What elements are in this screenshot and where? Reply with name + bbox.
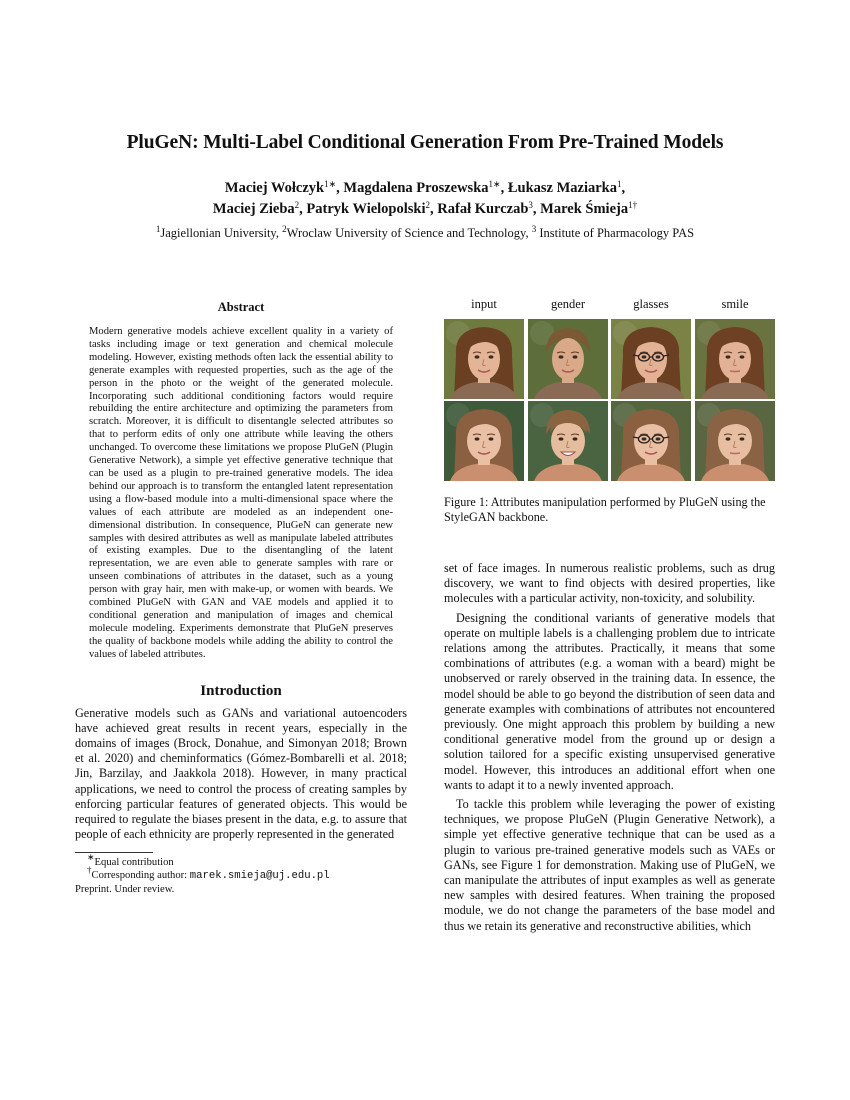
- face-image-glasses-row2: [611, 401, 691, 481]
- figure-image-grid: [444, 317, 775, 481]
- author-name: Maciej Wołczyk: [224, 180, 325, 196]
- face-image-gender-row2: [528, 401, 608, 481]
- face-portrait-graphic: [611, 401, 691, 481]
- face-portrait-graphic: [611, 319, 691, 399]
- intro-paragraph-2: set of face images. In numerous realistic problems, such as drug discovery, we want to find objects with desired properties, like molecules with a particular activity, non-toxicity, and solubility.: [444, 561, 775, 606]
- author-name: Maciej Zieba: [212, 201, 295, 217]
- face-image-input-row1: [444, 319, 524, 399]
- paper-title: PluGeN: Multi-Label Conditional Generation From Pre-Trained Models: [126, 132, 724, 153]
- figure-caption: Figure 1: Attributes manipulation performed by PluGeN using the StyleGAN backbone.: [444, 495, 766, 525]
- author-separator: ,: [621, 180, 626, 196]
- figure-1: [444, 297, 775, 525]
- right-column: [444, 561, 775, 934]
- author-separator: ,: [500, 180, 508, 196]
- affiliation-mark: 1: [155, 224, 161, 234]
- footnote-equal-contribution: ∗Equal contribution: [87, 852, 174, 869]
- author-line-1: [60, 178, 790, 199]
- figure-label-input: input: [471, 297, 497, 311]
- preprint-note: Preprint. Under review.: [75, 884, 175, 896]
- affiliation-name: Institute of Pharmacology PAS: [536, 226, 695, 240]
- face-portrait-graphic: [528, 319, 608, 399]
- face-portrait-graphic: [444, 401, 524, 481]
- author-separator: ,: [532, 201, 541, 217]
- intro-paragraph-4: To tackle this problem while leveraging the power of existing techniques, we propose PluGeN (Plugin Generative Network), a simple yet effective generative technique that can be used as a plugin to various pre-trained generative models such as VAEs or GANs, see Figure 1 for demonstration. Making use of PluGeN, we can manipulate the attributes of input examples as well as generate new samples with desired features. When training the proposed module, we do not change the parameters of the base model and thus we retain its generative and reconstructive abilities, which: [444, 797, 775, 933]
- affiliation-name: Wroclaw University of Science and Technology,: [286, 226, 532, 240]
- figure-label-smile: smile: [721, 297, 749, 311]
- abstract-heading: Abstract: [217, 300, 265, 314]
- footnote-corresponding-author: †Corresponding author: marek.smieja@uj.edu.pl: [87, 865, 330, 883]
- face-image-glasses-row1: [611, 319, 691, 399]
- affiliation-name: Jagiellonian University,: [160, 226, 283, 240]
- face-image-input-row2: [444, 401, 524, 481]
- face-portrait-graphic: [695, 401, 775, 481]
- author-affiliation-mark: 2: [425, 200, 431, 210]
- intro-paragraph-1: Generative models such as GANs and variational autoencoders have achieved great results in recent years, especially in the domains of images (Brock, Donahue, and Simonyan 2018; Brown et al. 2020) and cheminformatics (Gómez-Bombarelli et al. 2018; Jin, Barzilay, and Jaakkola 2018). However, in many practical applications, we need to control the process of creating samples by enforcing particular features of generated objects. This would be required to regulate the biases present in the data, e.g. to assure that people of each ethnicity are properly represented in the generated: [75, 705, 407, 842]
- figure-label-gender: gender: [550, 297, 585, 311]
- abstract-text: Modern generative models achieve excellent quality in a variety of tasks including image or text generation and chemical molecule modeling. However, existing methods often lack the essential ability to generate examples with requested properties, such as the age of the person in the photo or the weight of the generated molecule. Incorporating such additional conditioning factors would require rebuilding the entire architecture and optimizing the parameters from scratch. Moreover, it is difficult to disentangle selected attributes so that to perform edits of only one attribute while leaving the others unchanged. To overcome these limitations we propose PluGeN (Plugin Generative Network), a simple yet effective generative technique that can be used as a plugin to pre-trained generative models. The idea behind our approach is to transform the entangled latent representation using a flow-based module into a multi-dimensional space where the values of each attribute are modeled as an independent one-dimensional distribution. In consequence, PluGeN can generate new samples with desired attributes as well as manipulate labeled attributes of existing examples. Due to the disentangling of the latent representation, we are even able to generate samples with rare or unseen combinations of attributes in the dataset, such as a young person with gray hair, men with make-up, or women with beards. We combined PluGeN with GAN and VAE models and applied it to conditional generation and manipulation of images and chemical molecule modeling. Experiments demonstrate that PluGeN preserves the quality of backbone models while adding the ability to control the values of labeled attributes.: [89, 326, 393, 660]
- author-name: Magdalena Proszewska: [343, 180, 489, 196]
- face-portrait-graphic: [444, 319, 524, 399]
- left-column: [75, 300, 407, 896]
- affiliation-mark: 3: [531, 224, 537, 234]
- face-portrait-graphic: [528, 401, 608, 481]
- introduction-heading: Introduction: [200, 682, 282, 699]
- author-email-link[interactable]: marek.smieja@uj.edu.pl: [189, 870, 330, 883]
- author-name: Marek Śmieja: [540, 201, 629, 217]
- author-affiliation-mark: 2: [294, 200, 300, 210]
- affiliations: [60, 226, 790, 241]
- author-separator: ,: [299, 201, 307, 217]
- author-separator: ,: [430, 201, 438, 217]
- author-affiliation-mark: 1∗: [488, 179, 501, 189]
- face-image-smile-row1: [695, 319, 775, 399]
- author-name: Łukasz Maziarka: [507, 180, 617, 196]
- author-affiliation-mark: 1†: [628, 200, 638, 210]
- intro-paragraph-3: Designing the conditional variants of generative models that operate on multiple labels is a challenging problem due to intricate relations among the attributes. Practically, it means that some combinations of attributes (e.g. a woman with a beard) might be unobserved or rarely observed in the training data. In essence, the model should be able to go beyond the distribution of seen data and generate examples with combinations of attributes not encountered previously. One might approach this problem by building a new conditional generative model from the ground up or design a solution tailored for a specific existing unsupervised generative model. However, this introduces an additional effort when one wants to adapt it to a newly invented approach.: [444, 610, 775, 792]
- face-image-smile-row2: [695, 401, 775, 481]
- figure-column-labels: [444, 297, 775, 317]
- author-name: Rafał Kurczab: [437, 201, 529, 217]
- affiliation-mark: 2: [282, 224, 287, 234]
- author-name: Patryk Wielopolski: [306, 201, 426, 217]
- figure-label-glasses: glasses: [633, 297, 669, 311]
- author-affiliation-mark: 1∗: [324, 179, 337, 189]
- author-affiliation-mark: 1: [616, 179, 622, 189]
- author-affiliation-mark: 3: [528, 200, 533, 210]
- face-portrait-graphic: [695, 319, 775, 399]
- author-separator: ,: [336, 180, 344, 196]
- face-image-gender-row1: [528, 319, 608, 399]
- author-list: [60, 178, 790, 220]
- author-line-2: [60, 199, 790, 220]
